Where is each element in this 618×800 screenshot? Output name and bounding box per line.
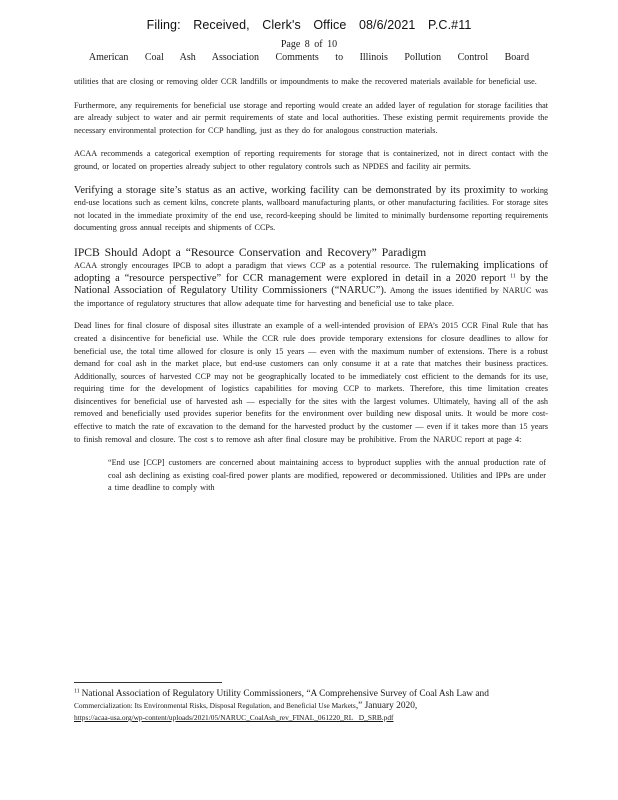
paragraph-storage-verification: [74, 185, 548, 235]
paragraph-sentence-naruc: by the National Association of Regulatory Utility Commissioners (“NARUC”).: [74, 272, 549, 297]
block-quote: “End use [CCP] customers are concerned about maintaining access to byproduct supplies with the annual production rate of coal ash declining as existing coal-fired power plants are modified, repowered or decommissioned. Utilities and IPPs are under a time deadline to comply with: [108, 458, 546, 493]
paragraph-resource-paradigm: [74, 260, 548, 310]
paragraph-sentence-encourage: ACAA strongly encourages IPCB to adopt a paradigm that views CCP as a potential resource. The: [74, 260, 428, 270]
footnote-number: 11: [74, 688, 80, 695]
document-body: [74, 76, 548, 495]
paragraph-sentence-issues: Among the issues identified by NARUC was the importance of regulatory structures that allow adequate time for harvesting and beneficial use to take place.: [74, 286, 548, 308]
page-number: Page 8 of 10: [280, 39, 338, 50]
footnote-divider: [74, 682, 222, 683]
footnote-line-1: [74, 688, 548, 700]
footnote-citation-title: Commercialization: Its Environmental Risks, Disposal Regulation, and Beneficial Use Markets: [74, 701, 356, 710]
paragraph-sentence-rulemaking: rulemaking implications of adopting a “resource perspective” for CCR management were explored in detail in a 2020 report: [74, 259, 549, 284]
filing-stamp: Filing: Received, Clerk's Office 08/6/2021 P.C.#11: [146, 18, 472, 32]
paragraph-closing-utilities: utilities that are closing or removing older CCR landfills or impoundments to make the recovered materials available for beneficial use.: [74, 77, 537, 86]
paragraph-storage-regulation: Furthermore, any requirements for beneficial use storage and reporting would create an added layer of regulation for storage facilities that are already subject to water and air permit requirements of state and local authorities. These existing permit requirements provide the necessary environmental protection for CCP handling, just as they do for analogous construction materials.: [74, 100, 548, 135]
footnote-link[interactable]: https://acaa-usa.org/wp-content/uploads/2021/05/NARUC_CoalAsh_rev_FINAL_061220_RL D_SRB.pdf: [74, 713, 394, 722]
paragraph-continuation: working end-use locations such as cement kilns, concrete plants, wallboard manufacturing plants, or other manufacturing facilities. For storage sites not located in the immediate proximity of the end use, record-keeping should be limited to minimally burdensome reporting requirements documenting gross annual receipts and shipments of CCPs.: [74, 185, 549, 233]
footnote-line-2: [74, 700, 548, 712]
running-header: American Coal Ash Association Comments to Illinois Pollution Control Board: [88, 52, 530, 63]
paragraph-exemption-recommendation: ACAA recommends a categorical exemption of reporting requirements for storage that is containerized, not in direct contact with the ground, or located on properties already subject to other regulatory controls such as NPDES and facility air permits.: [74, 149, 548, 171]
footnote: [74, 688, 548, 724]
footnote-reference[interactable]: 11: [510, 272, 516, 279]
footnote-citation-date: ,” January 2020,: [355, 701, 418, 711]
paragraph-lead-sentence: Verifying a storage site’s status as an active, working facility can be demonstrated by its proximity to: [74, 184, 518, 196]
paragraph-closure-deadlines: Dead lines for final closure of disposal sites illustrate an example of a well-intended provision of EPA’s 2015 CCR Final Rule that has created a disincentive for beneficial use. While the CCR rule does provide temporary extensions for closure deadlines to allow for beneficial use, the total time allowed for closure is only 15 years — even with the maximum number of extensions. There is a robust demand for coal ash in the market place, but end-use customers can only consume it at a rate that matches their business practices. Additionally, sources of harvested CCP may not be geographically located to be immediately cost efficient to the demands for its use, requiring time for the development of logistics capabilities for moving CCP to markets. Therefore, this time limitation creates disincentives for beneficial use of harvested ash — especially for the sites with the largest volumes. Ultimately, having all of the ash removed and beneficially used provides superior benefits for the environment over building new disposal units. It would be more cost-effective to match the rate of excavation to the demand for the harvested product by the customer — even if it takes more than 15 years to finish removal and closure. The cost s to remove ash after final closure may be prohibitive. From the NARUC report at page 4:: [74, 321, 548, 444]
footnote-citation-source: National Association of Regulatory Utility Commissioners, “A Comprehensive Survey of Coal Ash Law and: [81, 689, 489, 699]
section-heading: IPCB Should Adopt a “Resource Conservation and Recovery” Paradigm: [74, 245, 427, 259]
